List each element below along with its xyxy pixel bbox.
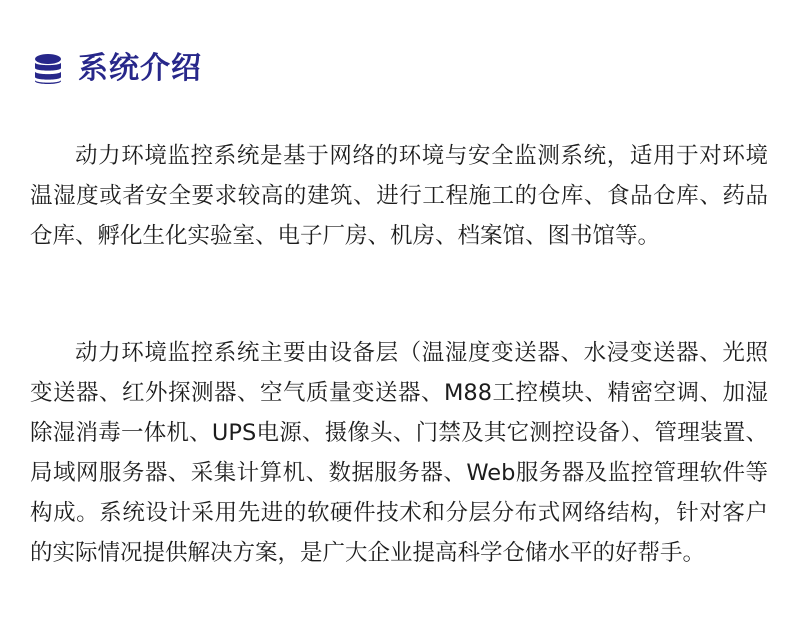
section-title: 系统介绍	[78, 51, 202, 86]
database-icon	[30, 51, 66, 87]
intro-paragraph-2: 动力环境监控系统主要由设备层（温湿度变送器、水浸变送器、光照变送器、红外探测器、空气质量变送器、M88工控模块、精密空调、加湿除湿消毒一体机、UPS电源、摄像头、门禁及其它测控设备）、管理装置、局域网服务器、采集计算机、数据服务器、Web服务器及监控管理软件等构成。系统设计采用先进的软硬件技术和分层分布式网络结构，针对客户的实际情况提供解决方案，是广大企业提高科学仓储水平的好帮手。	[30, 340, 768, 566]
intro-paragraph-1: 动力环境监控系统是基于网络的环境与安全监测系统，适用于对环境温湿度或者安全要求较高的建筑、进行工程施工的仓库、食品仓库、药品仓库、孵化生化实验室、电子厂房、机房、档案馆、图书馆等。	[30, 143, 768, 249]
section-header	[30, 48, 202, 90]
